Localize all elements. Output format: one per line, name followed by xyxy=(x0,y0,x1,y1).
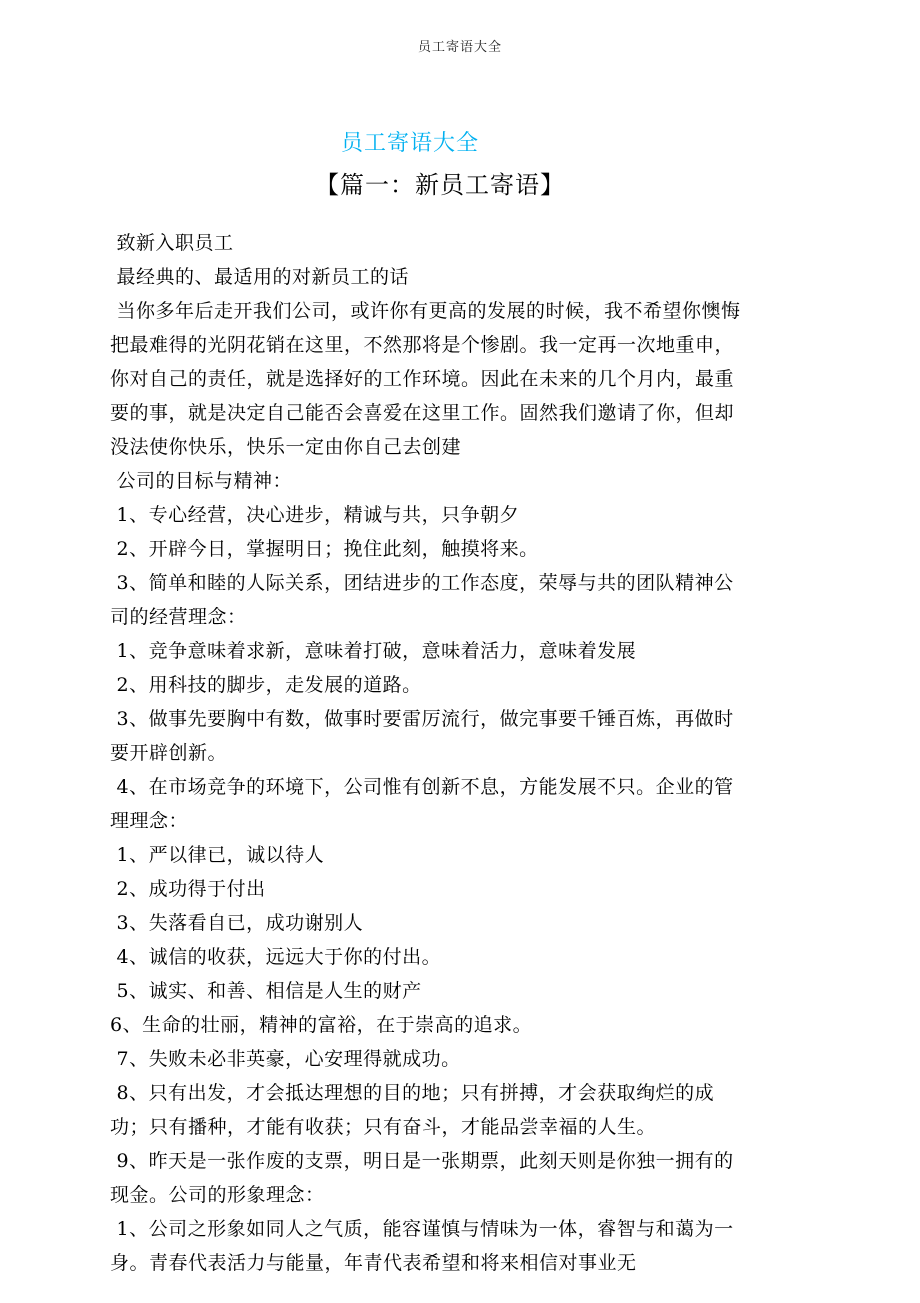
document-title: 员工寄语大全 xyxy=(340,131,479,156)
paragraph: 6、生命的壮丽，精神的富裕，在于崇高的追求。 xyxy=(110,1014,533,1036)
paragraph: 2、用科技的脚步，走发展的道路。 xyxy=(110,674,422,696)
paragraph: 7、失败未必非英豪，心安理得就成功。 xyxy=(110,1048,461,1070)
paragraph: 5、诚实、和善、相信是人生的财产 xyxy=(110,980,422,1002)
paragraph: 2、开辟今日，掌握明日；挽住此刻，触摸将来。 xyxy=(110,538,539,560)
paragraph: 4、在市场竞争的环境下，公司惟有创新不息，方能发展不只。企业的管理理念： xyxy=(110,776,734,832)
section-title: 【篇一：新员工寄语】 xyxy=(315,171,565,199)
paragraph: 8、只有出发，才会抵达理想的目的地；只有拼搏，才会获取绚烂的成功；只有播种，才能有收获；只有奋斗，才能品尝幸福的人生。 xyxy=(110,1082,715,1138)
paragraph: 3、失落看自已，成功谢别人 xyxy=(110,912,364,934)
paragraph: 3、简单和睦的人际关系，团结进步的工作态度，荣辱与共的团队精神公司的经营理念： xyxy=(110,572,734,628)
paragraph: 当你多年后走开我们公司，或许你有更高的发展的时候，我不希望你懊悔把最难得的光阴花销在这里，不然那将是个惨剧。我一定再一次地重申，你对自己的责任，就是选择好的工作环境。因此在未来的几个月内，最重要的事，就是决定自己能否会喜爱在这里工作。固然我们邀请了你，但却没法使你快乐，快乐一定由你自己去创建 xyxy=(110,300,741,458)
paragraph: 公司的目标与精神： xyxy=(110,470,293,492)
paragraph: 1、专心经营，决心进步，精诚与共，只争朝夕 xyxy=(110,504,520,526)
paragraph: 1、竞争意味着求新，意味着打破，意味着活力，意味着发展 xyxy=(110,640,637,662)
paragraph: 最经典的、最适用的对新员工的话 xyxy=(110,266,410,288)
running-header: 员工寄语大全 xyxy=(417,40,502,55)
paragraph: 1、严以律已，诚以待人 xyxy=(110,844,325,866)
paragraph: 1、公司之形象如同人之气质，能容谨慎与情味为一体，睿智与和蔼为一身。青春代表活力与能量，年青代表希望和将来相信对事业无 xyxy=(110,1218,734,1274)
paragraph: 3、做事先要胸中有数，做事时要雷厉流行，做完事要千锤百炼，再做时要开辟创新。 xyxy=(110,708,734,764)
paragraph: 致新入职员工 xyxy=(110,232,234,254)
paragraph: 9、昨天是一张作废的支票，明日是一张期票，此刻天则是你独一拥有的现金。公司的形象理念： xyxy=(110,1150,734,1206)
document-body xyxy=(110,226,750,1280)
paragraph: 4、诚信的收获，远远大于你的付出。 xyxy=(110,946,442,968)
paragraph: 2、成功得于付出 xyxy=(110,878,266,900)
